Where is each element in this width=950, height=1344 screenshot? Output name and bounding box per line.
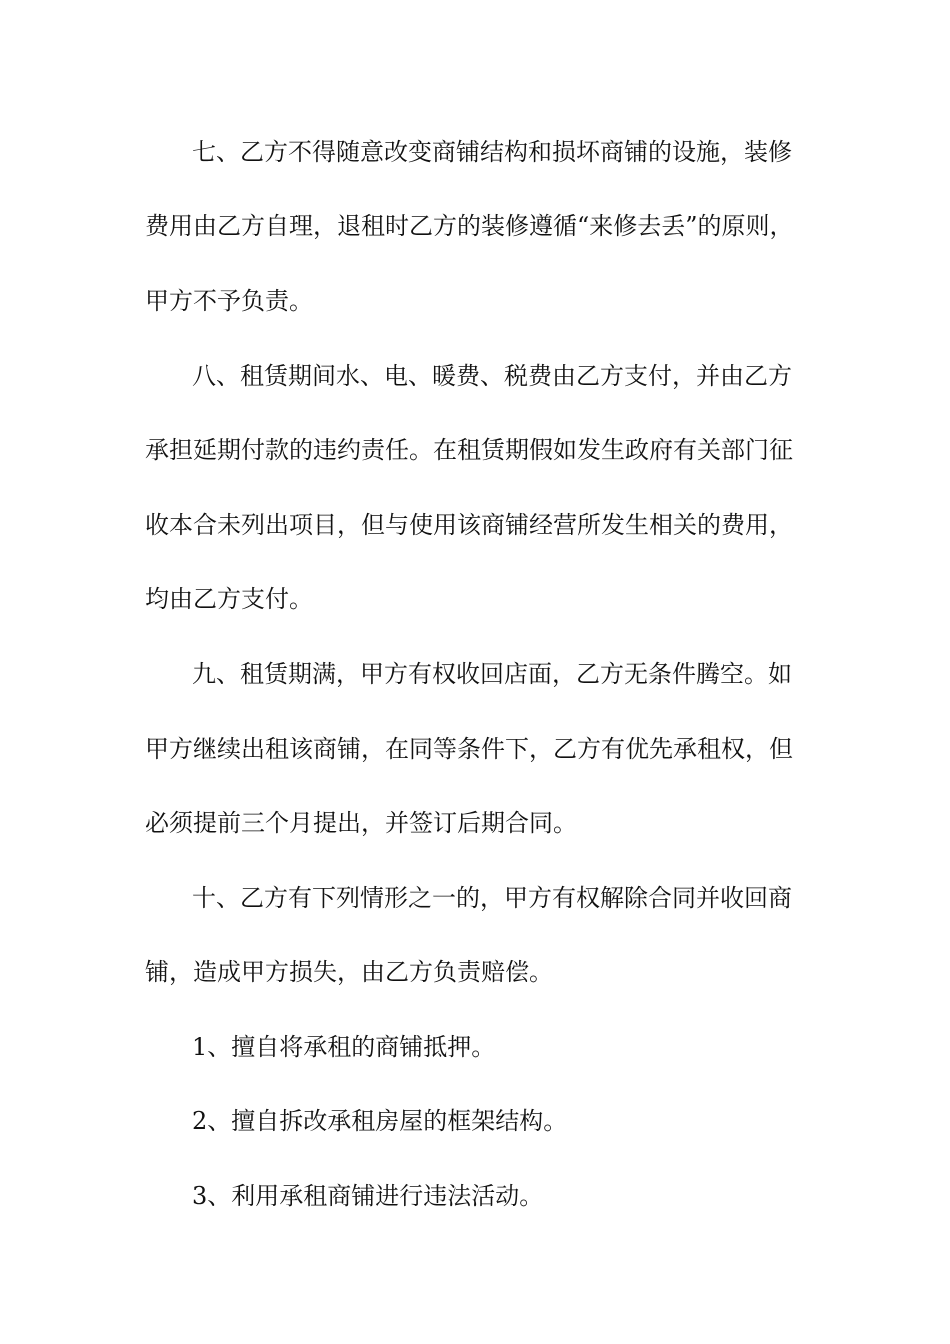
clause-10-line-1: 十、乙方有下列情形之一的，甲方有权解除合同并收回商: [192, 884, 792, 912]
list-item-2: 2、擅自拆改承租房屋的框架结构。: [192, 1107, 568, 1135]
clause-9-line-1: 九、租赁期满，甲方有权收回店面，乙方无条件腾空。如: [192, 660, 792, 688]
clause-7-line-2: 费用由乙方自理，退租时乙方的装修遵循“来修去丢”的原则，: [145, 212, 794, 240]
clause-9-line-2: 甲方继续出租该商铺，在同等条件下，乙方有优先承租权，但: [145, 735, 793, 763]
clause-8-line-2: 承担延期付款的违约责任。在租赁期假如发生政府有关部门征: [145, 436, 793, 464]
clause-8-line-4: 均由乙方支付。: [145, 585, 313, 613]
clause-9-line-3: 必须提前三个月提出，并签订后期合同。: [145, 809, 577, 837]
clause-7-line-3: 甲方不予负责。: [145, 287, 313, 315]
list-item-1: 1、擅自将承租的商铺抵押。: [192, 1033, 496, 1061]
list-item-3: 3、利用承租商铺进行违法活动。: [192, 1182, 544, 1210]
clause-8-line-3: 收本合未列出项目，但与使用该商铺经营所发生相关的费用，: [145, 511, 793, 539]
clause-7-line-1: 七、乙方不得随意改变商铺结构和损坏商铺的设施，装修: [192, 138, 792, 166]
clause-10-line-2: 铺，造成甲方损失，由乙方负责赔偿。: [145, 958, 553, 986]
clause-8-line-1: 八、租赁期间水、电、暖费、税费由乙方支付，并由乙方: [192, 362, 792, 390]
